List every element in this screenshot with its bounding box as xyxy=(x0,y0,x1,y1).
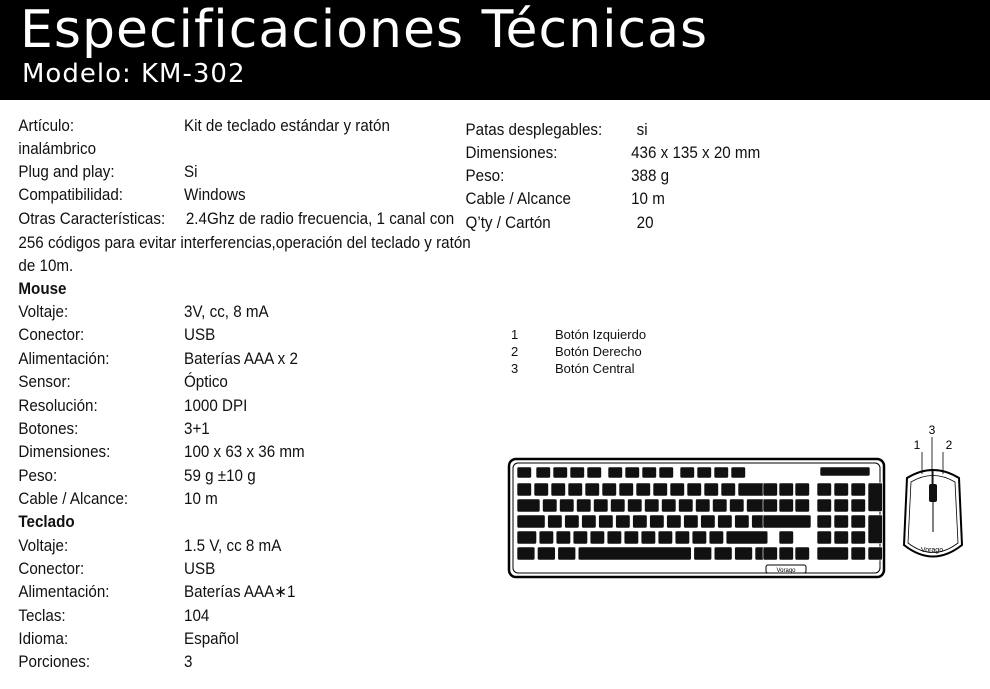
callout-1: 1 xyxy=(913,438,921,452)
mouse-brand: Vorago xyxy=(920,547,944,554)
keyboard-key xyxy=(679,499,694,512)
spec-value: 10 m xyxy=(184,490,218,508)
keyboard-key xyxy=(730,499,745,512)
heading-text: Teclado xyxy=(18,513,75,531)
keyboard-key xyxy=(834,515,849,528)
spec-label: Q’ty / Cartón xyxy=(465,214,551,232)
spec-value: USB xyxy=(184,560,216,578)
spec-value: Kit de teclado estándar y ratón xyxy=(184,117,390,135)
keyboard-key xyxy=(534,483,549,496)
legend-num: 2 xyxy=(511,344,519,359)
spec-label: Patas desplegables: xyxy=(465,121,603,139)
keyboard-key xyxy=(517,483,532,496)
keyboard-key xyxy=(594,499,609,512)
keyboard-key xyxy=(517,515,545,528)
keyboard-key xyxy=(662,499,677,512)
legend-text: Botón Central xyxy=(555,361,635,376)
legend-text: Botón Izquierdo xyxy=(555,327,647,342)
spec-label: Alimentación: xyxy=(18,583,110,601)
spec-value: 59 g ±10 g xyxy=(184,467,256,485)
keyboard-key xyxy=(795,483,810,496)
legend-num: 1 xyxy=(511,327,519,342)
keyboard-key xyxy=(684,515,699,528)
keyboard-key xyxy=(551,483,566,496)
spec-label: Conector: xyxy=(18,326,85,344)
spec-value: Óptico xyxy=(184,373,228,391)
keyboard-key xyxy=(820,467,870,476)
mouse-drawing xyxy=(904,423,962,557)
keyboard-key xyxy=(779,483,794,496)
spec-value: 1000 DPI xyxy=(184,397,248,415)
spec-value: Baterías AAA∗1 xyxy=(184,583,296,601)
spec-label: Voltaje: xyxy=(18,303,69,321)
keyboard-key xyxy=(694,547,712,560)
keyboard-key xyxy=(641,531,656,544)
keyboard-drawing xyxy=(509,459,884,577)
spec-value-continuation: inalámbrico xyxy=(18,140,97,158)
keyboard-key xyxy=(565,515,580,528)
spec-value-continuation: de 10m. xyxy=(18,257,74,275)
spec-value: Windows xyxy=(184,186,246,204)
spec-value: 104 xyxy=(184,607,210,625)
keyboard-key xyxy=(570,467,585,478)
spec-label: Idioma: xyxy=(18,630,69,648)
spec-label: Compatibilidad: xyxy=(18,186,124,204)
keyboard-key xyxy=(763,515,811,528)
keyboard-key xyxy=(517,547,535,560)
spec-label: Conector: xyxy=(18,560,85,578)
keyboard-key xyxy=(817,499,832,512)
spec-label: Voltaje: xyxy=(18,537,69,555)
keyboard-key xyxy=(616,515,631,528)
spec-value: 10 m xyxy=(631,190,665,208)
keyboard-key xyxy=(653,483,668,496)
keyboard-key xyxy=(868,547,883,560)
keyboard-key xyxy=(625,467,640,478)
keyboard-key xyxy=(851,547,866,560)
keyboard-key xyxy=(868,483,883,512)
spec-value: 100 x 63 x 36 mm xyxy=(184,443,305,461)
keyboard-key xyxy=(714,547,732,560)
keyboard-key xyxy=(543,499,558,512)
keyboard-key xyxy=(763,547,778,560)
keyboard-key xyxy=(697,467,712,478)
keyboard-key xyxy=(556,531,571,544)
legend-num: 3 xyxy=(511,361,519,376)
keyboard-key xyxy=(670,483,685,496)
spec-value: 436 x 135 x 20 mm xyxy=(631,144,761,162)
keyboard-key xyxy=(645,499,660,512)
keyboard-key xyxy=(817,531,832,544)
spec-value: Español xyxy=(184,630,239,648)
spec-label: Alimentación: xyxy=(18,350,110,368)
spec-label: Cable / Alcance: xyxy=(18,490,129,508)
keyboard-key xyxy=(779,547,794,560)
keyboard-key xyxy=(624,531,639,544)
spec-label: Resolución: xyxy=(18,397,98,415)
keyboard-key xyxy=(834,483,849,496)
keyboard-key xyxy=(795,499,810,512)
keyboard-key xyxy=(687,483,702,496)
spec-value: Baterías AAA x 2 xyxy=(184,350,298,368)
keyboard-key xyxy=(851,515,866,528)
keyboard-key xyxy=(607,531,622,544)
keyboard-key xyxy=(817,483,832,496)
spec-label: Cable / Alcance xyxy=(465,190,572,208)
keyboard-key xyxy=(619,483,634,496)
keyboard-key xyxy=(537,547,555,560)
keyboard-key xyxy=(553,467,568,478)
spec-label: Sensor: xyxy=(18,373,71,391)
keyboard-key xyxy=(735,515,750,528)
spec-label: Peso: xyxy=(18,467,58,485)
keyboard-key xyxy=(636,483,651,496)
keyboard-key xyxy=(517,467,532,478)
keyboard-key xyxy=(851,499,866,512)
legend-text: Botón Derecho xyxy=(555,344,642,359)
page-title: Especificaciones Técnicas xyxy=(20,0,709,60)
keyboard-key xyxy=(834,499,849,512)
keyboard-key xyxy=(731,467,746,478)
keyboard-key xyxy=(701,515,716,528)
keyboard-key xyxy=(558,547,576,560)
keyboard-key xyxy=(667,515,682,528)
spec-value: 3 xyxy=(184,653,193,671)
keyboard-key xyxy=(763,483,778,496)
spec-value: si xyxy=(636,121,648,139)
spec-value: 3+1 xyxy=(184,420,210,438)
spec-label: Artículo: xyxy=(18,117,75,135)
keyboard-key xyxy=(779,499,794,512)
model-subtitle: Modelo: KM-302 xyxy=(22,59,246,89)
keyboard-key xyxy=(536,467,551,478)
spec-label: Dimensiones: xyxy=(18,443,111,461)
keyboard-key xyxy=(709,531,724,544)
keyboard-key xyxy=(517,531,537,544)
keyboard-key xyxy=(659,467,674,478)
keyboard-key xyxy=(642,467,657,478)
spec-label: Teclas: xyxy=(18,607,66,625)
keyboard-key xyxy=(851,531,866,544)
keyboard-key xyxy=(611,499,626,512)
spec-label: Plug and play: xyxy=(18,163,115,181)
spec-value: 3V, cc, 8 mA xyxy=(184,303,269,321)
keyboard-key xyxy=(763,499,778,512)
keyboard-key xyxy=(795,547,810,560)
keyboard-key xyxy=(582,515,597,528)
keyboard-key xyxy=(658,531,673,544)
spec-label: Peso: xyxy=(465,167,505,185)
keyboard-key xyxy=(868,515,883,544)
spec-value: Si xyxy=(184,163,198,181)
keyboard-key xyxy=(608,467,623,478)
keyboard-key xyxy=(577,499,592,512)
keyboard-key xyxy=(714,467,729,478)
keyboard-key xyxy=(779,531,794,544)
keyboard-key xyxy=(726,531,768,544)
keyboard-key xyxy=(539,531,554,544)
keyboard-key xyxy=(568,483,583,496)
keyboard-key xyxy=(590,531,605,544)
keyboard-key xyxy=(817,515,832,528)
spec-value: USB xyxy=(184,326,216,344)
keyboard-key xyxy=(585,483,600,496)
keyboard-key xyxy=(817,547,849,560)
spec-value: 388 g xyxy=(631,167,670,185)
keyboard-key xyxy=(721,483,736,496)
spec-value: 2.4Ghz de radio frecuencia, 1 canal con xyxy=(185,210,455,228)
keyboard-key xyxy=(573,531,588,544)
keyboard-key xyxy=(692,531,707,544)
callout-2: 2 xyxy=(945,438,953,452)
heading-text: Mouse xyxy=(18,280,67,298)
keyboard-key xyxy=(633,515,648,528)
keyboard-key xyxy=(548,515,563,528)
keyboard-key xyxy=(680,467,695,478)
spec-value: 1.5 V, cc 8 mA xyxy=(184,537,282,555)
spec-label: Porciones: xyxy=(18,653,91,671)
spec-value-continuation: 256 códigos para evitar interferencias,operación del teclado y ratón xyxy=(18,234,471,252)
keyboard-key xyxy=(735,547,753,560)
keyboard-key xyxy=(704,483,719,496)
keyboard-key xyxy=(696,499,711,512)
keyboard-brand: Vorago xyxy=(776,568,796,574)
keyboard-key xyxy=(718,515,733,528)
spec-label: Otras Características: xyxy=(18,210,166,228)
keyboard-key xyxy=(851,483,866,496)
keyboard-key xyxy=(602,483,617,496)
spec-label: Botones: xyxy=(18,420,79,438)
keyboard-key xyxy=(517,499,540,512)
keyboard-key xyxy=(560,499,575,512)
spec-label: Dimensiones: xyxy=(465,144,558,162)
keyboard-key xyxy=(834,531,849,544)
callout-3: 3 xyxy=(928,423,936,437)
keyboard-key xyxy=(599,515,614,528)
keyboard-key xyxy=(713,499,728,512)
keyboard-key xyxy=(628,499,643,512)
keyboard-key xyxy=(675,531,690,544)
keyboard-key xyxy=(650,515,665,528)
spec-value: 20 xyxy=(636,214,654,232)
keyboard-key xyxy=(578,547,691,560)
keyboard-key xyxy=(587,467,602,478)
